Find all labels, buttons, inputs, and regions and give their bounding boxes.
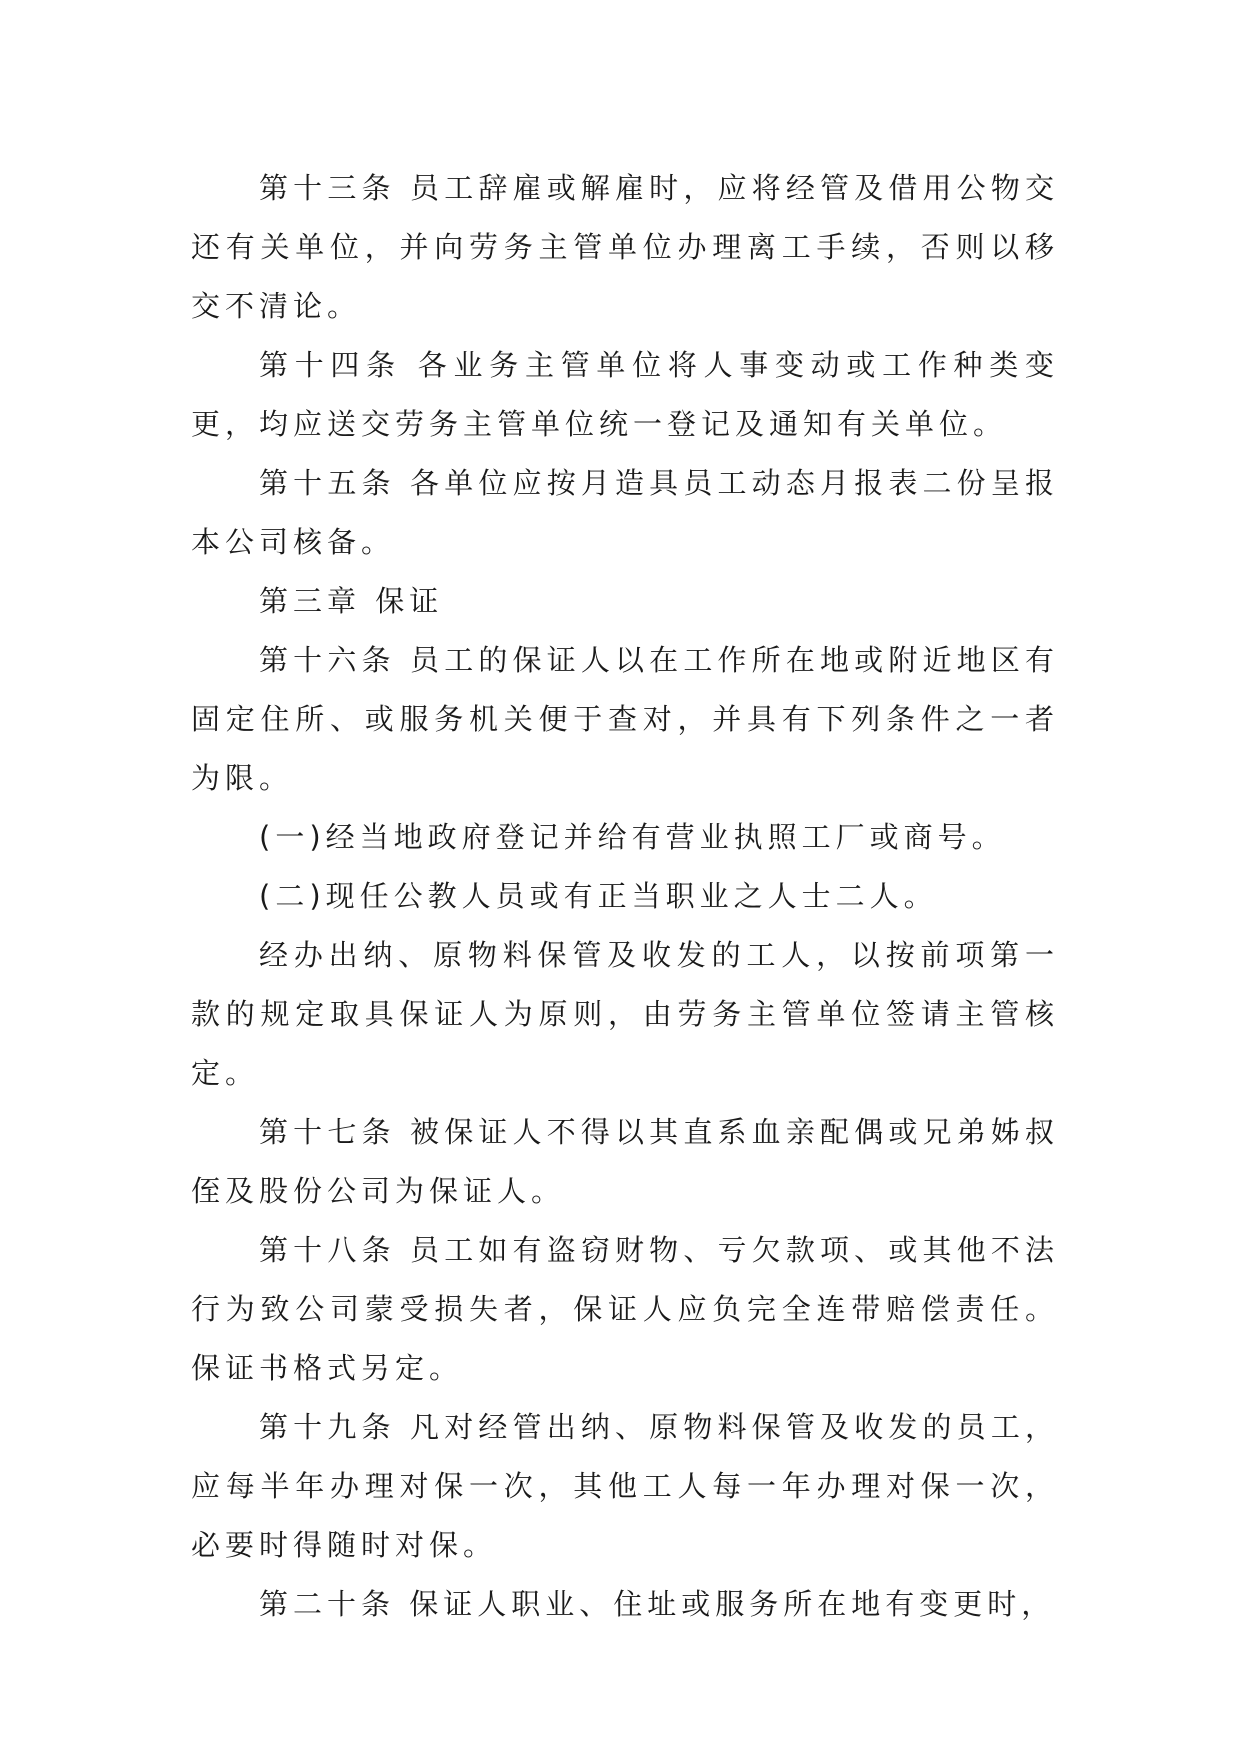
article-18: 第十八条 员工如有盗窃财物、亏欠款项、或其他不法行为致公司蒙受损失者，保证人应负完全连带赔偿责任。保证书格式另定。 [191, 1233, 1059, 1385]
article-17: 第十七条 被保证人不得以其直系血亲配偶或兄弟姊叔侄及股份公司为保证人。 [191, 1115, 1059, 1208]
chapter-3-heading: 第三章 保证 [259, 584, 444, 618]
article-19: 第十九条 凡对经管出纳、原物料保管及收发的员工，应每半年办理对保一次，其他工人每一年办理对保一次，必要时得随时对保。 [191, 1410, 1059, 1562]
article-15: 第十五条 各单位应按月造具员工动态月报表二份呈报本公司核备。 [191, 466, 1059, 559]
article-16-note: 经办出纳、原物料保管及收发的工人，以按前项第一款的规定取具保证人为原则，由劳务主管单位签请主管核定。 [191, 938, 1059, 1090]
document-body [191, 159, 1059, 1634]
article-13: 第十三条 员工辞雇或解雇时，应将经管及借用公物交还有关单位，并向劳务主管单位办理离工手续，否则以移交不清论。 [191, 171, 1059, 323]
article-20: 第二十条 保证人职业、住址或服务所在地有变更时， [259, 1587, 1056, 1621]
article-16-item-2: (二)现任公教人员或有正当职业之人士二人。 [259, 879, 938, 913]
article-14: 第十四条 各业务主管单位将人事变动或工作种类变更，均应送交劳务主管单位统一登记及通知有关单位。 [191, 348, 1059, 441]
article-16-item-1: (一)经当地政府登记并给有营业执照工厂或商号。 [259, 820, 1006, 854]
article-16: 第十六条 员工的保证人以在工作所在地或附近地区有固定住所、或服务机关便于查对，并具有下列条件之一者为限。 [191, 643, 1059, 795]
